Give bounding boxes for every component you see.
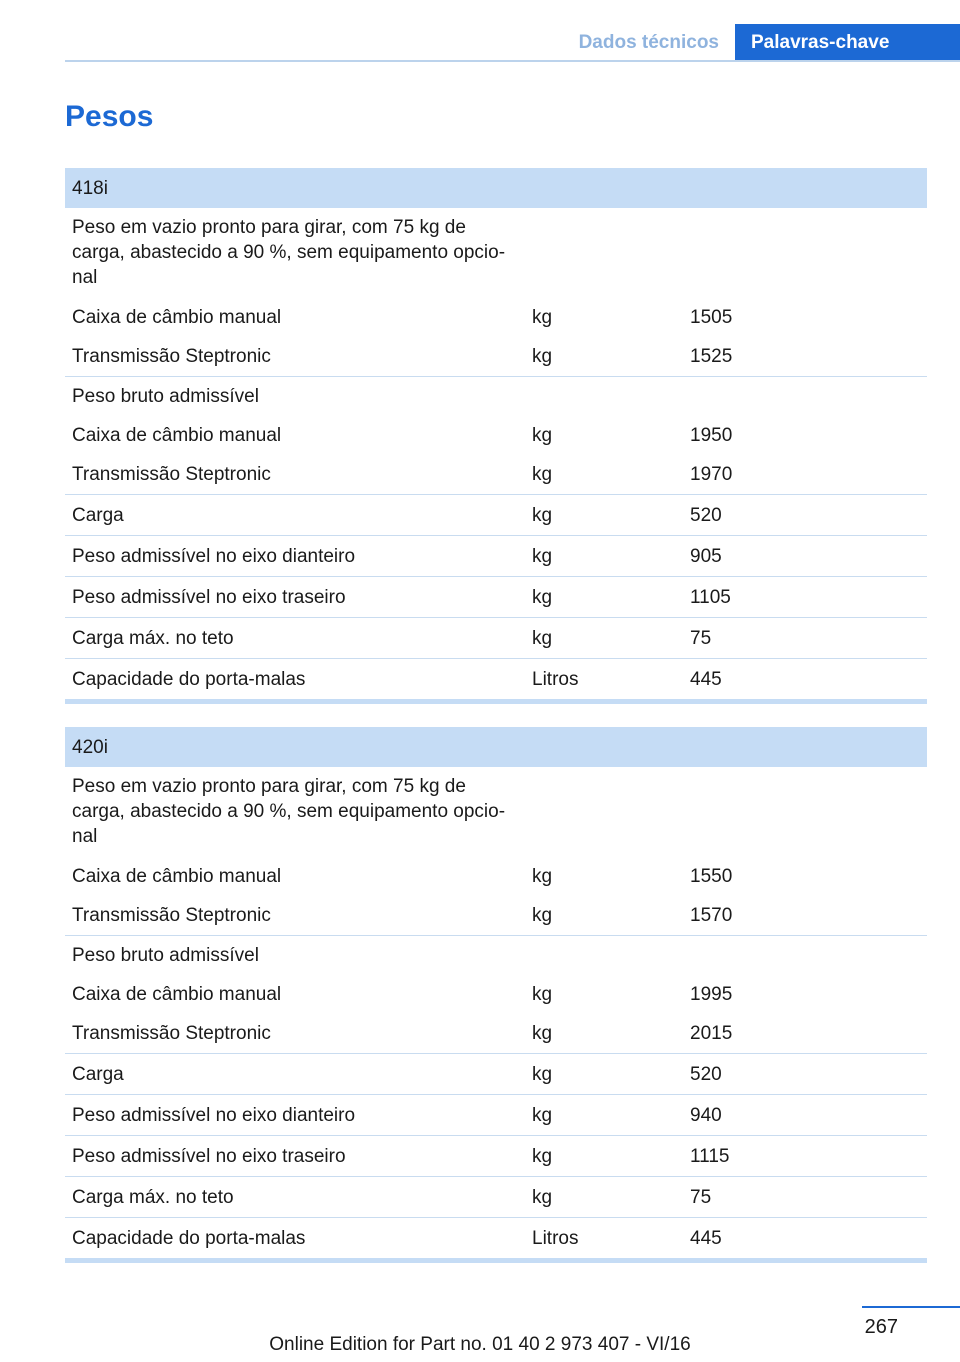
table-row — [65, 1177, 927, 1218]
row-unit: kg — [525, 1095, 683, 1136]
table-row — [65, 495, 927, 536]
table-row — [65, 416, 927, 455]
row-unit: kg — [525, 618, 683, 659]
table-row — [65, 857, 927, 896]
table-header-row — [65, 168, 927, 208]
row-label: Peso admissível no eixo dianteiro — [65, 536, 525, 577]
row-value: 1550 — [690, 866, 733, 887]
weights-table-418i — [65, 168, 927, 704]
model-name: 420i — [65, 727, 927, 767]
row-label: Peso admissível no eixo traseiro — [65, 577, 525, 618]
unladen-weight-description-row — [65, 767, 927, 857]
footer-rule — [862, 1306, 960, 1308]
row-unit: kg — [525, 337, 683, 377]
unladen-weight-description-row — [65, 208, 927, 298]
row-label: Carga — [65, 1054, 525, 1095]
gross-weight-heading: Peso bruto admissível — [72, 945, 259, 966]
row-label: Carga máx. no teto — [65, 618, 525, 659]
section-tab[interactable]: Dados técnicos — [578, 32, 719, 53]
gross-weight-heading: Peso bruto admissível — [72, 386, 259, 407]
table-row — [65, 1014, 927, 1054]
row-value: 2015 — [683, 1014, 927, 1054]
table-row — [65, 618, 927, 659]
table-header-row — [65, 727, 927, 767]
row-value: 1970 — [683, 455, 927, 495]
row-value: 1505 — [690, 307, 733, 328]
row-label: Transmissão Steptronic — [65, 1014, 525, 1054]
row-value: 905 — [683, 536, 927, 577]
row-label: Capacidade do porta-malas — [65, 1218, 525, 1261]
row-label: Peso admissível no eixo traseiro — [65, 1136, 525, 1177]
row-value: 445 — [683, 659, 927, 702]
row-label: Peso admissível no eixo dianteiro — [65, 1095, 525, 1136]
weights-table-420i — [65, 727, 927, 1263]
table-row — [65, 975, 927, 1014]
row-unit: kg — [525, 495, 683, 536]
row-unit: kg — [532, 984, 553, 1005]
row-value: 1995 — [690, 984, 733, 1005]
row-value: 75 — [683, 1177, 927, 1218]
row-value: 1105 — [683, 577, 927, 618]
table-row — [65, 455, 927, 495]
table-row — [65, 298, 927, 337]
table-row — [65, 1054, 927, 1095]
row-unit: kg — [525, 536, 683, 577]
row-unit: kg — [525, 896, 683, 936]
row-value: 75 — [683, 618, 927, 659]
row-unit: kg — [525, 1054, 683, 1095]
model-name: 418i — [65, 168, 927, 208]
row-unit: kg — [525, 455, 683, 495]
page-title: Pesos — [65, 100, 154, 133]
row-unit: kg — [532, 425, 553, 446]
row-label: Caixa de câmbio manual — [72, 425, 282, 446]
row-label: Transmissão Steptronic — [65, 896, 525, 936]
row-label: Transmissão Steptronic — [65, 455, 525, 495]
edition-line: Online Edition for Part no. 01 40 2 973 407 - VI/16 — [269, 1334, 691, 1355]
row-unit: kg — [532, 866, 553, 887]
page-header — [65, 24, 960, 62]
row-value: 520 — [683, 1054, 927, 1095]
keywords-tab[interactable]: Palavras-chave — [735, 24, 960, 62]
row-value: 1570 — [683, 896, 927, 936]
table-row — [65, 536, 927, 577]
row-label: Caixa de câmbio manual — [72, 984, 282, 1005]
row-label: Carga máx. no teto — [65, 1177, 525, 1218]
row-unit: kg — [525, 577, 683, 618]
row-label: Caixa de câmbio manual — [72, 307, 282, 328]
row-label: Caixa de câmbio manual — [72, 866, 282, 887]
row-label: Carga — [65, 495, 525, 536]
row-value: 1950 — [690, 425, 733, 446]
table-row — [65, 337, 927, 377]
row-unit: kg — [525, 1014, 683, 1054]
table-row — [65, 1218, 927, 1261]
row-unit: Litros — [525, 1218, 683, 1261]
row-value: 1525 — [683, 337, 927, 377]
unladen-weight-description: Peso em vazio pronto para girar, com 75 kg de carga, abastecido a 90 %, sem equipamento opcio-nal — [72, 776, 506, 847]
row-label: Capacidade do porta-malas — [65, 659, 525, 702]
row-unit: kg — [525, 1177, 683, 1218]
row-value: 1115 — [683, 1136, 927, 1177]
row-value: 520 — [683, 495, 927, 536]
row-unit: kg — [532, 307, 553, 328]
table-row — [65, 896, 927, 936]
table-row — [65, 1095, 927, 1136]
gross-weight-heading-row — [65, 936, 927, 976]
header-rule — [65, 60, 960, 62]
gross-weight-heading-row — [65, 377, 927, 417]
page-number: 267 — [864, 1316, 898, 1338]
table-row — [65, 1136, 927, 1177]
row-value: 940 — [683, 1095, 927, 1136]
table-row — [65, 577, 927, 618]
row-label: Transmissão Steptronic — [65, 337, 525, 377]
row-unit: kg — [525, 1136, 683, 1177]
row-unit: Litros — [525, 659, 683, 702]
row-value: 445 — [683, 1218, 927, 1261]
table-row — [65, 659, 927, 702]
unladen-weight-description: Peso em vazio pronto para girar, com 75 kg de carga, abastecido a 90 %, sem equipamento opcio-nal — [72, 217, 506, 288]
